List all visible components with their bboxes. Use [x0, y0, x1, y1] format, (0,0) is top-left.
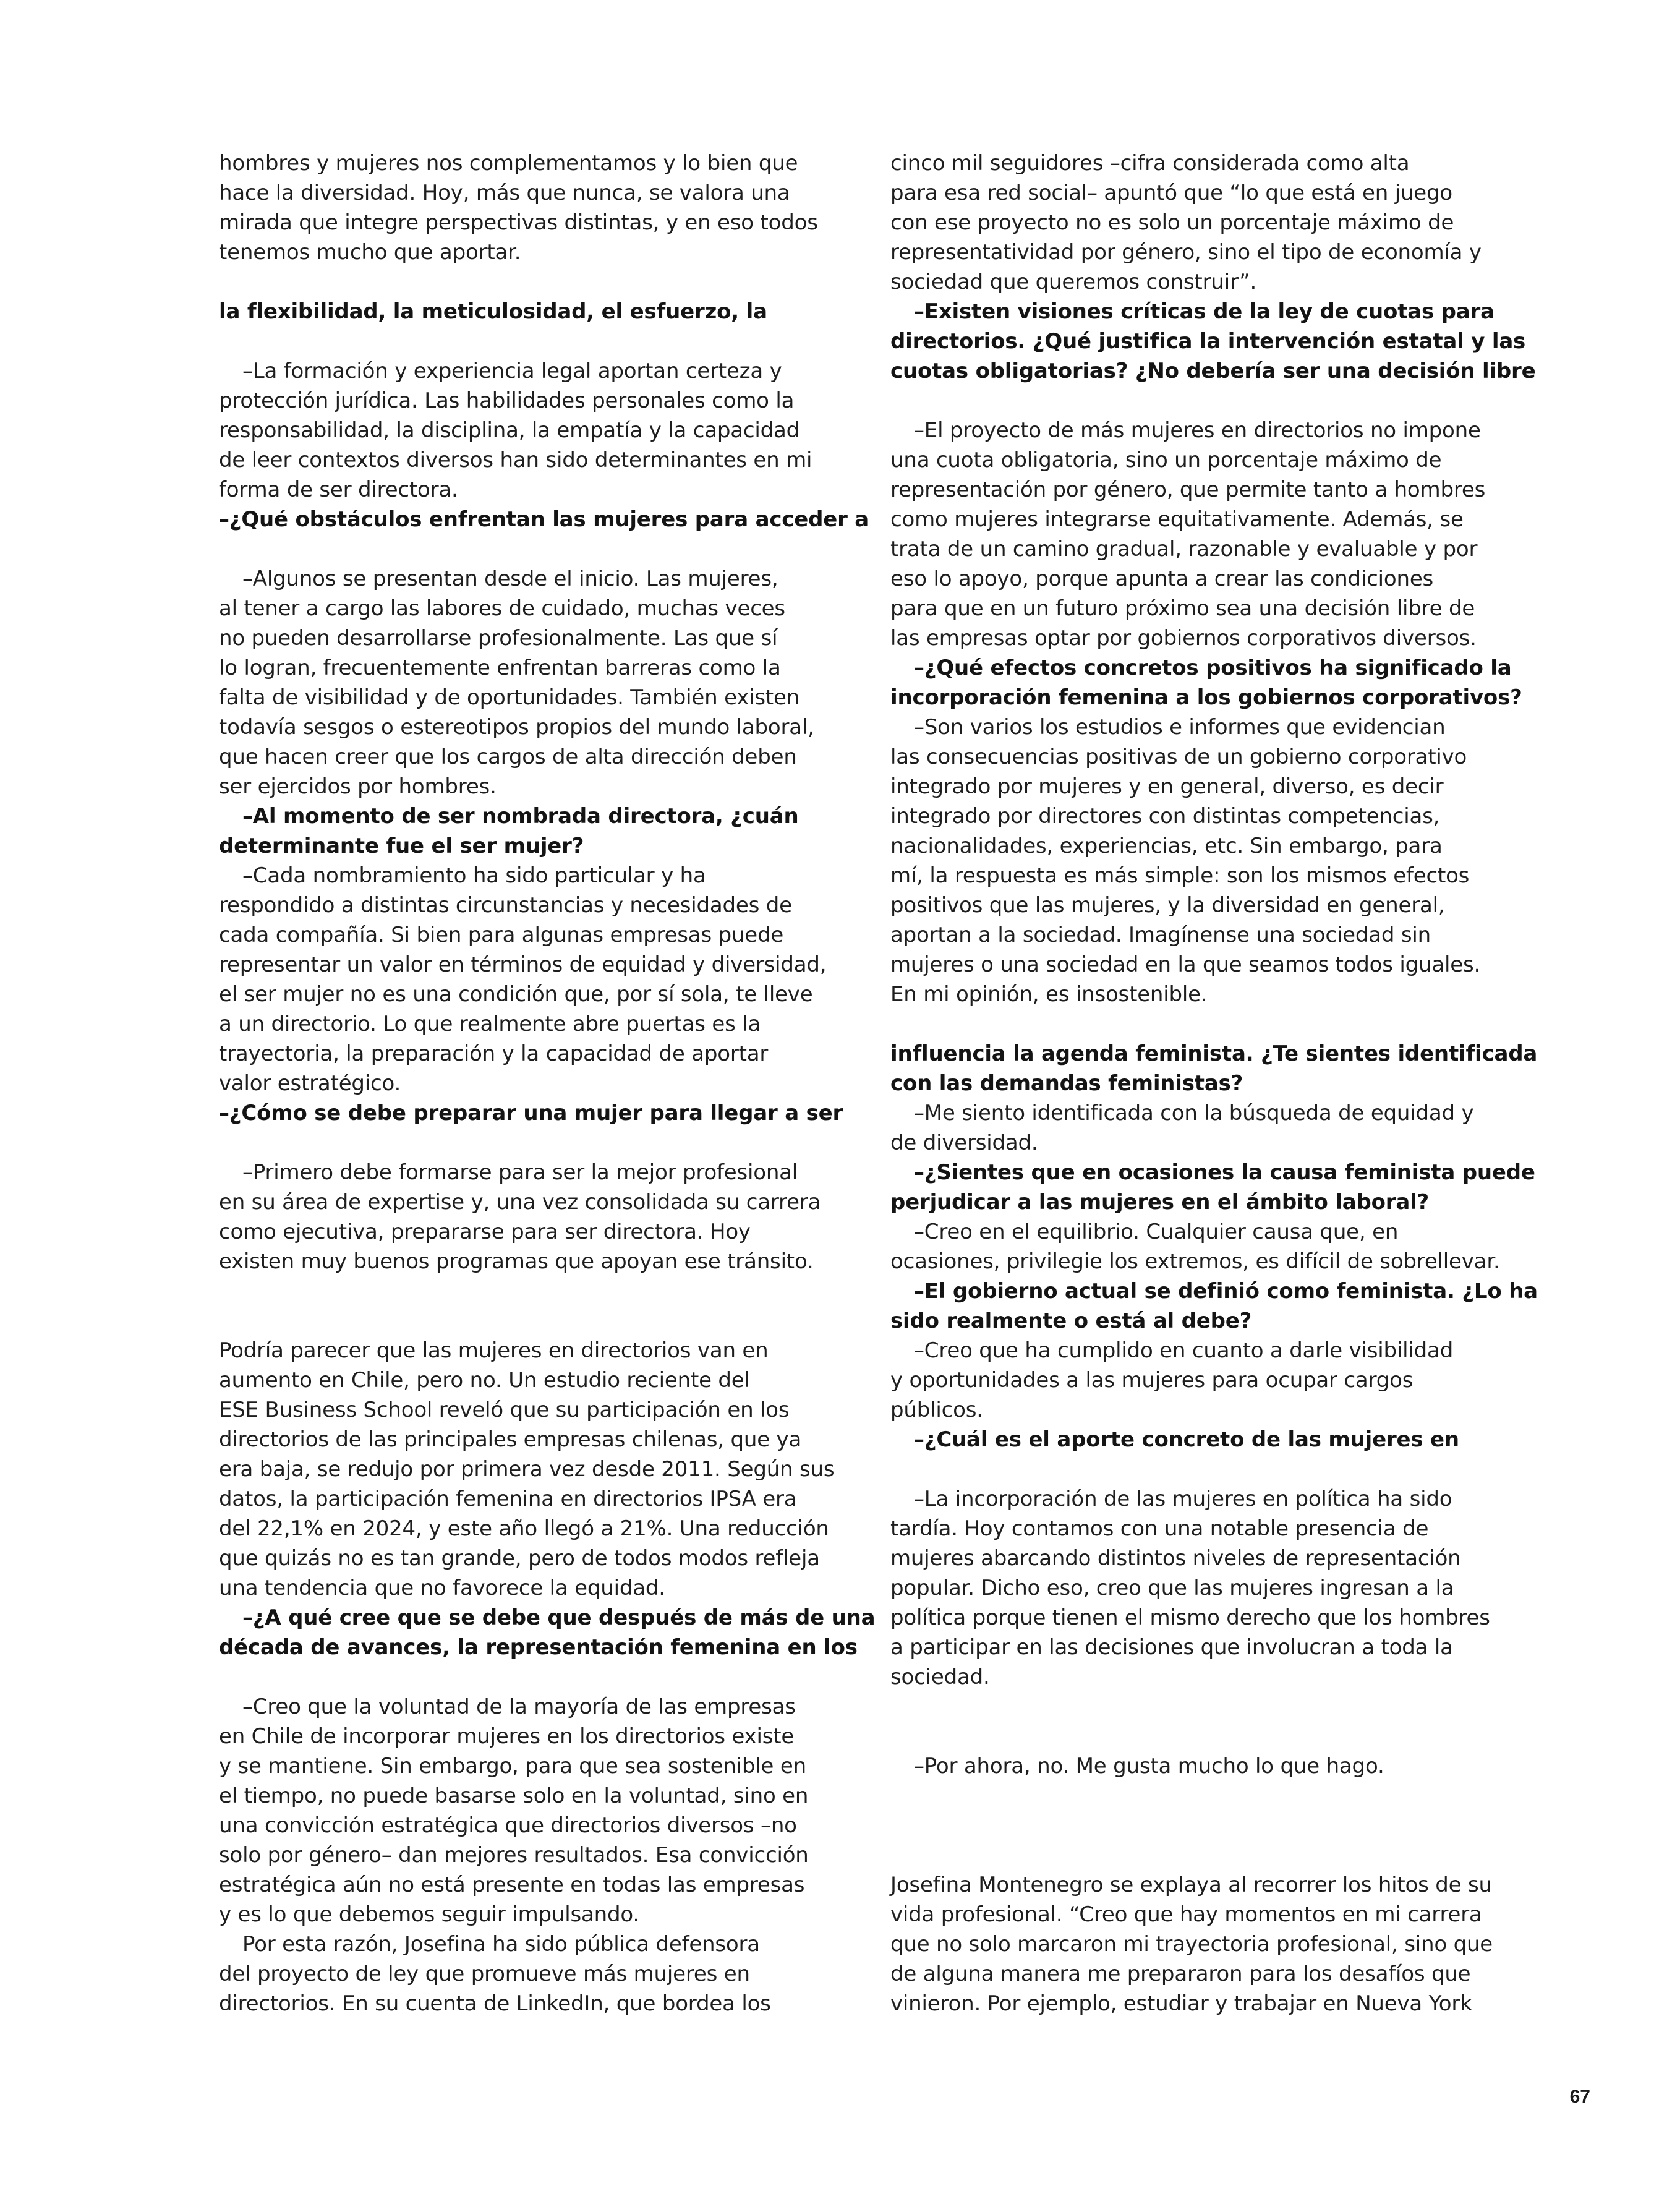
body-text-line: integrado por mujeres y en general, diverso, es decir	[890, 774, 1444, 799]
body-text-line: existen muy buenos programas que apoyan ese tránsito.	[219, 1249, 814, 1274]
body-text-line: hombres y mujeres nos complementamos y lo bien que	[219, 151, 798, 176]
body-text-line: –Creo que la voluntad de la mayoría de las empresas	[242, 1694, 796, 1719]
body-text-line: para que en un futuro próximo sea una decisión libre de	[890, 596, 1475, 621]
question-line: con las demandas feministas?	[890, 1071, 1243, 1096]
body-text-line: con ese proyecto no es solo un porcentaje máximo de	[890, 210, 1454, 235]
body-text-line: del proyecto de ley que promueve más mujeres en	[219, 1962, 750, 1986]
question-line: –Existen visiones críticas de la ley de cuotas para	[914, 299, 1495, 324]
body-text-line: no pueden desarrollarse profesionalmente. Las que sí	[219, 626, 778, 651]
body-text-line: Josefina Montenegro se explaya al recorrer los hitos de su	[890, 1873, 1492, 1897]
body-text-line: como mujeres integrarse equitativamente. Además, se	[890, 507, 1464, 532]
body-text-line: datos, la participación femenina en directorios IPSA era	[219, 1487, 797, 1511]
question-line: –Al momento de ser nombrada directora, ¿cuán	[242, 804, 799, 829]
body-text-line: el tiempo, no puede basarse solo en la voluntad, sino en	[219, 1783, 809, 1808]
question-line: cuotas obligatorias? ¿No debería ser una decisión libre	[890, 359, 1536, 383]
body-text-line: responsabilidad, la disciplina, la empatía y la capacidad	[219, 418, 799, 443]
body-text-line: En mi opinión, es insostenible.	[890, 982, 1208, 1007]
body-text-line: Por esta razón, Josefina ha sido pública defensora	[242, 1932, 760, 1957]
question-line: directorios. ¿Qué justifica la intervención estatal y las	[890, 329, 1526, 354]
body-text-line: mirada que integre perspectivas distintas, y en eso todos	[219, 210, 818, 235]
body-text-line: mujeres o una sociedad en la que seamos todos iguales.	[890, 952, 1481, 977]
page-number: 67	[1569, 2086, 1590, 2107]
body-text-line: una tendencia que no favorece la equidad.	[219, 1576, 665, 1600]
body-text-line: de diversidad.	[890, 1130, 1038, 1155]
body-text-line: públicos.	[890, 1398, 983, 1422]
question-line: sido realmente o está al debe?	[890, 1309, 1252, 1333]
question-line: incorporación femenina a los gobiernos corporativos?	[890, 685, 1522, 710]
body-text-line: del 22,1% en 2024, y este año llegó a 21%. Una reducción	[219, 1516, 829, 1541]
body-text-line: todavía sesgos o estereotipos propios del mundo laboral,	[219, 715, 814, 740]
question-line: –¿Qué efectos concretos positivos ha significado la	[914, 656, 1512, 680]
body-text-line: en Chile de incorporar mujeres en los directorios existe	[219, 1724, 795, 1749]
body-text-line: hace la diversidad. Hoy, más que nunca, se valora una	[219, 181, 790, 205]
body-text-line: sociedad que queremos construir”.	[890, 270, 1257, 294]
body-text-line: cada compañía. Si bien para algunas empresas puede	[219, 923, 784, 947]
body-text-line: en su área de expertise y, una vez consolidada su carrera	[219, 1190, 821, 1215]
question-line: –¿Cómo se debe preparar una mujer para llegar a ser	[219, 1101, 843, 1125]
question-line: –¿Qué obstáculos enfrentan las mujeres para acceder a	[219, 507, 869, 532]
body-text-line: –Cada nombramiento ha sido particular y ha	[242, 863, 706, 888]
body-text-line: respondido a distintas circunstancias y necesidades de	[219, 893, 792, 918]
body-text-line: las consecuencias positivas de un gobierno corporativo	[890, 745, 1467, 769]
body-text-line: –Creo que ha cumplido en cuanto a darle visibilidad	[914, 1338, 1454, 1363]
body-text-line: aportan a la sociedad. Imagínense una sociedad sin	[890, 923, 1431, 947]
body-text-line: directorios de las principales empresas chilenas, que ya	[219, 1427, 802, 1452]
body-text-line: una cuota obligatoria, sino un porcentaje máximo de	[890, 448, 1442, 472]
body-text-line: de alguna manera me prepararon para los desafíos que	[890, 1962, 1471, 1986]
body-text-line: mí, la respuesta es más simple: son los mismos efectos	[890, 863, 1470, 888]
body-text-line: –Son varios los estudios e informes que evidencian	[914, 715, 1446, 740]
body-text-line: era baja, se redujo por primera vez desde 2011. Según sus	[219, 1457, 835, 1482]
body-text-line: positivos que las mujeres, y la diversidad en general,	[890, 893, 1445, 918]
body-text-line: al tener a cargo las labores de cuidado, muchas veces	[219, 596, 785, 621]
body-text-line: –Primero debe formarse para ser la mejor profesional	[242, 1160, 798, 1185]
body-text-line: tardía. Hoy contamos con una notable presencia de	[890, 1516, 1429, 1541]
body-text-line: nacionalidades, experiencias, etc. Sin embargo, para	[890, 834, 1443, 858]
body-text-line: –Algunos se presentan desde el inicio. Las mujeres,	[242, 566, 778, 591]
body-text-line: falta de visibilidad y de oportunidades. También existen	[219, 685, 800, 710]
body-text-line: vida profesional. “Creo que hay momentos en mi carrera	[890, 1902, 1482, 1927]
body-text-line: –Por ahora, no. Me gusta mucho lo que hago.	[914, 1754, 1384, 1779]
body-text-line: las empresas optar por gobiernos corporativos diversos.	[890, 626, 1477, 651]
body-text-line: para esa red social– apuntó que “lo que está en juego	[890, 181, 1453, 205]
body-text-line: de leer contextos diversos han sido determinantes en mi	[219, 448, 812, 472]
body-text-line: mujeres abarcando distintos niveles de representación	[890, 1546, 1461, 1571]
body-text-line: y se mantiene. Sin embargo, para que sea sostenible en	[219, 1754, 806, 1779]
body-text-line: como ejecutiva, prepararse para ser directora. Hoy	[219, 1219, 751, 1244]
body-text-line: –El proyecto de más mujeres en directorios no impone	[914, 418, 1481, 443]
body-text-line: –La incorporación de las mujeres en política ha sido	[914, 1487, 1452, 1511]
body-text-line: representar un valor en términos de equidad y diversidad,	[219, 952, 827, 977]
body-text-line: –Creo en el equilibrio. Cualquier causa que, en	[914, 1219, 1399, 1244]
body-text-line: tenemos mucho que aportar.	[219, 240, 521, 265]
question-line: década de avances, la representación femenina en los	[219, 1635, 858, 1660]
body-text-line: el ser mujer no es una condición que, por sí sola, te lleve	[219, 982, 813, 1007]
body-text-line: a un directorio. Lo que realmente abre puertas es la	[219, 1012, 761, 1036]
body-text-line: representación por género, que permite tanto a hombres	[890, 477, 1486, 502]
question-line: determinante fue el ser mujer?	[219, 834, 584, 858]
body-text-line: ocasiones, privilegie los extremos, es difícil de sobrellevar.	[890, 1249, 1500, 1274]
body-text-line: –La formación y experiencia legal aportan certeza y	[242, 359, 782, 383]
body-text-line: política porque tienen el mismo derecho que los hombres	[890, 1605, 1490, 1630]
body-text-line: que no solo marcaron mi trayectoria profesional, sino que	[890, 1932, 1493, 1957]
body-text-line: estratégica aún no está presente en todas las empresas	[219, 1873, 805, 1897]
body-text-line: representatividad por género, sino el tipo de economía y	[890, 240, 1482, 265]
right-column	[890, 148, 1540, 2018]
body-text-line: que quizás no es tan grande, pero de todos modos refleja	[219, 1546, 820, 1571]
question-line: perjudicar a las mujeres en el ámbito laboral?	[890, 1190, 1430, 1215]
body-text-line: Podría parecer que las mujeres en directorios van en	[219, 1338, 769, 1363]
body-text-line: cinco mil seguidores –cifra considerada como alta	[890, 151, 1410, 176]
question-line: la flexibilidad, la meticulosidad, el esfuerzo, la	[219, 299, 767, 324]
body-text-line: a participar en las decisiones que involucran a toda la	[890, 1635, 1453, 1660]
body-text-line: directorios. En su cuenta de LinkedIn, que bordea los	[219, 1991, 771, 2016]
body-text-line: popular. Dicho eso, creo que las mujeres ingresan a la	[890, 1576, 1454, 1600]
body-text-line: valor estratégico.	[219, 1071, 401, 1096]
body-text-line: integrado por directores con distintas competencias,	[890, 804, 1440, 829]
body-text-line: lo logran, frecuentemente enfrentan barreras como la	[219, 656, 781, 680]
body-text-line: forma de ser directora.	[219, 477, 458, 502]
question-line: –El gobierno actual se definió como feminista. ¿Lo ha	[914, 1279, 1538, 1304]
body-text-line: solo por género– dan mejores resultados. Esa convicción	[219, 1843, 809, 1868]
body-text-line: eso lo apoyo, porque apunta a crear las condiciones	[890, 566, 1434, 591]
question-line: –¿A qué cree que se debe que después de más de una	[242, 1605, 876, 1630]
body-text-line: y oportunidades a las mujeres para ocupar cargos	[890, 1368, 1414, 1393]
left-column	[219, 148, 876, 2018]
question-line: –¿Cuál es el aporte concreto de las mujeres en	[914, 1427, 1459, 1452]
body-text-line: trata de un camino gradual, razonable y evaluable y por	[890, 537, 1478, 562]
body-text-line: sociedad.	[890, 1665, 990, 1689]
body-text-line: –Me siento identificada con la búsqueda de equidad y	[914, 1101, 1474, 1125]
body-text-line: vinieron. Por ejemplo, estudiar y trabajar en Nueva York	[890, 1991, 1472, 2016]
body-text-line: que hacen creer que los cargos de alta dirección deben	[219, 745, 797, 769]
body-text-line: aumento en Chile, pero no. Un estudio reciente del	[219, 1368, 750, 1393]
body-text-line: una convicción estratégica que directorios diversos –no	[219, 1813, 797, 1838]
body-text-line: y es lo que debemos seguir impulsando.	[219, 1902, 639, 1927]
body-text-line: ESE Business School reveló que su participación en los	[219, 1398, 790, 1422]
body-text-line: ser ejercidos por hombres.	[219, 774, 497, 799]
body-text-line: trayectoria, la preparación y la capacidad de aportar	[219, 1041, 769, 1066]
question-line: influencia la agenda feminista. ¿Te sientes identificada	[890, 1041, 1538, 1066]
question-line: –¿Sientes que en ocasiones la causa feminista puede	[914, 1160, 1535, 1185]
body-text-line: protección jurídica. Las habilidades personales como la	[219, 388, 795, 413]
